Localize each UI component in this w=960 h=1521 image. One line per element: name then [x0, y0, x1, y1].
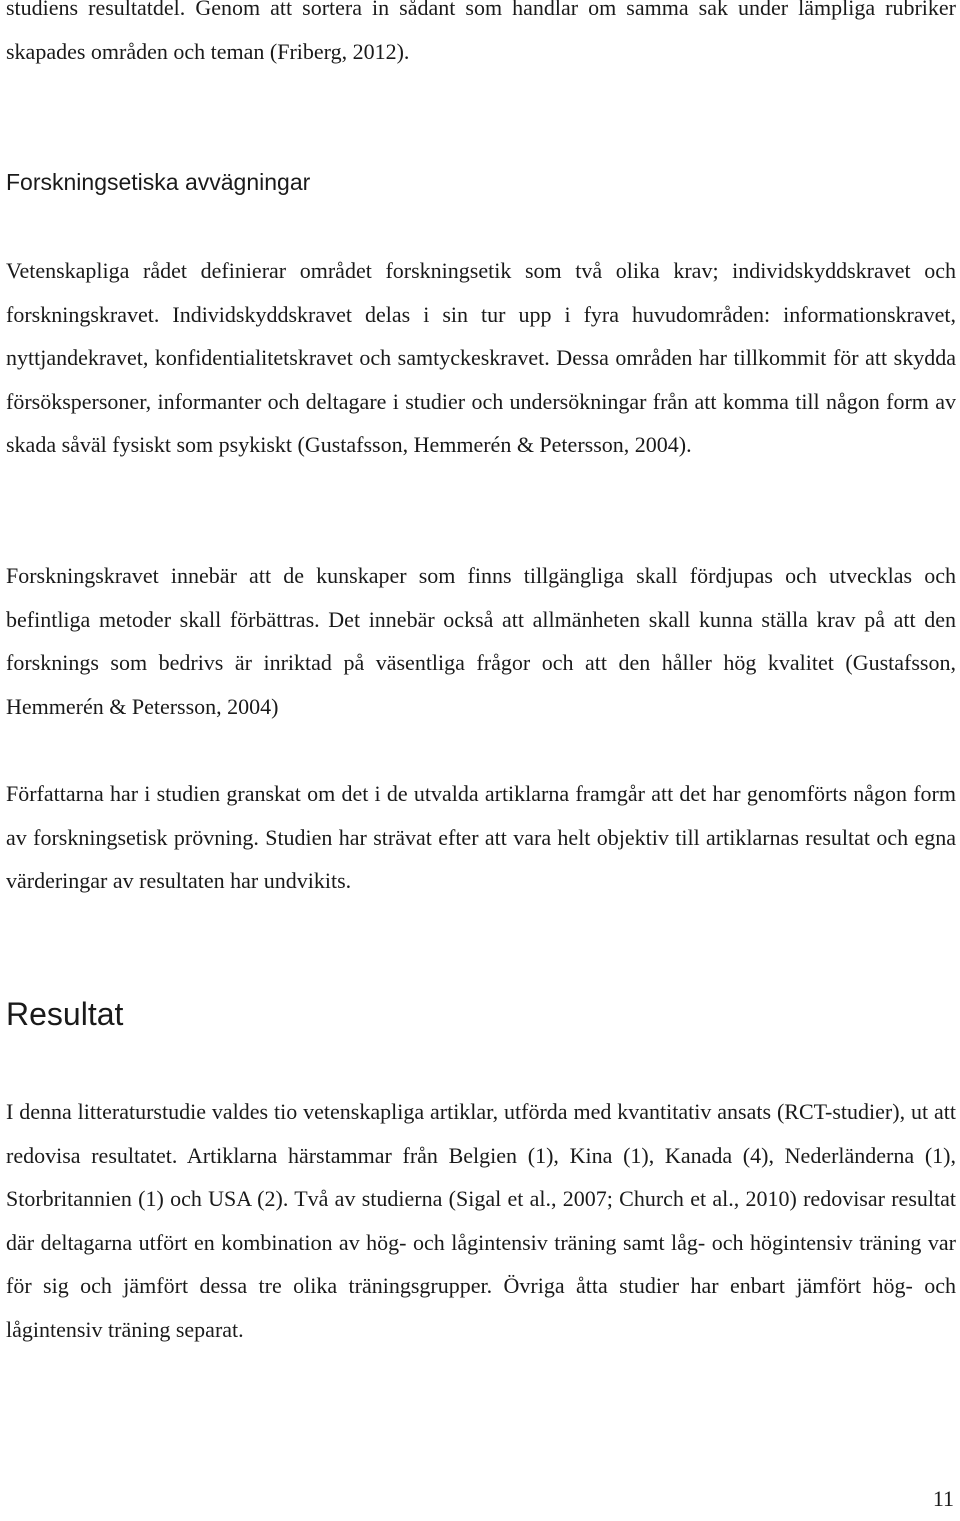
ethics-paragraph-1: Vetenskapliga rådet definierar området forskningsetik som två olika krav; individskyddskravet och forskningskravet. Individskyddskravet delas i sin tur upp i fyra huvudområden: informationskravet, nyttjandekravet, konfidentialitetskravet och samtyckeskravet. Dessa områden har tillkommit för att skydda försökspersoner, informanter och deltagare i studier och undersökningar från att komma till någon form av skada såväl fysiskt som psykiskt (Gustafsson, Hemmerén & Petersson, 2004). — [6, 258, 956, 457]
page-number: 11 — [932, 1486, 954, 1511]
ethics-paragraph-3: Författarna har i studien granskat om det i de utvalda artiklarna framgår att det har genomförts någon form av forskningsetisk prövning. Studien har strävat efter att vara helt objektiv till artiklarnas resultat och egna värderingar av resultaten har undvikits. — [6, 781, 956, 893]
results-paragraph: I denna litteraturstudie valdes tio vetenskapliga artiklar, utförda med kvantitativ ansats (RCT-studier), ut att redovisa resultatet. Artiklarna härstammar från Belgien (1), Kina (1), Kanada (4), Nederländerna (1), Storbritannien (1) och USA (2). Två av studierna (Sigal et al., 2007; Church et al., 2010) redovisar resultat där deltagarna utfört en kombination av hög- och lågintensiv träning samt låg- och högintensiv träning var för sig och jämfört dessa tre olika träningsgrupper. Övriga åtta studier har enbart jämfört hög- och lågintensiv träning separat. — [6, 1099, 956, 1342]
intro-paragraph: studiens resultatdel. Genom att sortera in sådant som handlar om samma sak under lämpliga rubriker skapades områden och teman (Friberg, 2012). — [6, 0, 956, 64]
section-heading-ethics: Forskningsetiska avvägningar — [6, 169, 311, 195]
section-heading-results: Resultat — [6, 996, 124, 1032]
ethics-paragraph-2: Forskningskravet innebär att de kunskaper som finns tillgängliga skall fördjupas och utvecklas och befintliga metoder skall förbättras. Det innebär också att allmänheten skall kunna ställa krav på att den forsknings som bedrivs är inriktad på väsentliga frågor och att den håller hög kvalitet (Gustafsson, Hemmerén & Petersson, 2004) — [6, 563, 956, 719]
